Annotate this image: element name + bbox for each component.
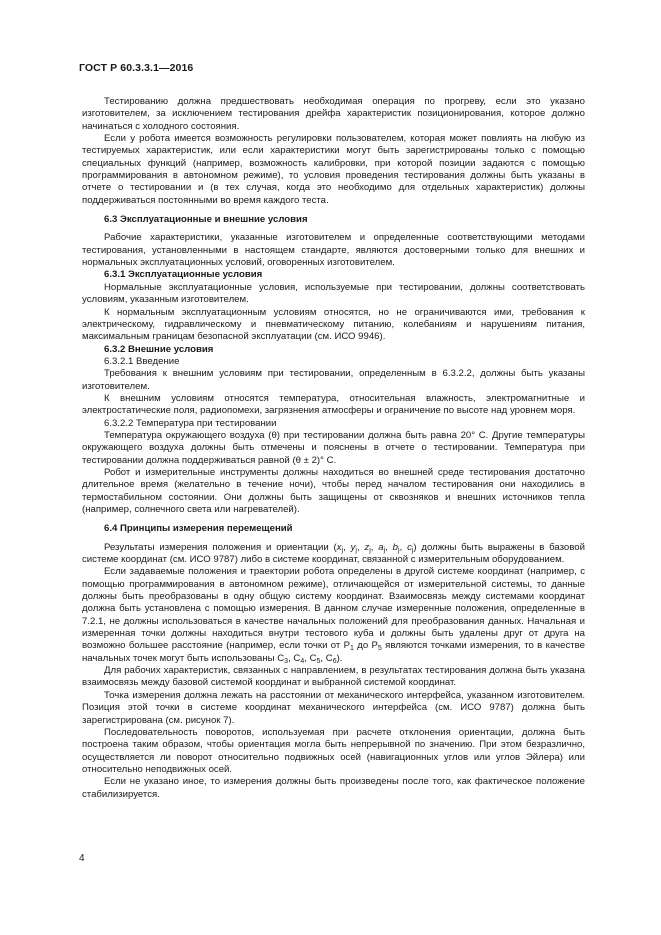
document-body — [82, 96, 585, 801]
paragraph-coordinates: Результаты измерения положения и ориентации ($x_j$, $y_j$, $z_j$, $a_j$, $b_j$, $c_j$) должны быть выражены в базовой системе координат (см. ИСО 9787) либо в системе координат, связанной с измерительным оборудованием. — [82, 541, 585, 566]
paragraph: К внешним условиям относятся температура, относительная влажность, электромагнитные и электростатические поля, радиопомехи, загрязнения атмосферы и ограничение по высоте над уровнем моря. — [82, 392, 585, 417]
paragraph: Последовательность поворотов, используемая при расчете отклонения ориентации, должна быть построена таким образом, чтобы ориентация могла быть непрерывной по значению. При этом безразлично, осуществляется ли поворот относительно подвижных осей (навигационных углов или углов Эйлера) или относительно неподвижных осей. — [82, 726, 585, 775]
paragraph: К нормальным эксплуатационным условиям относятся, но не ограничиваются ими, требования к электрическому, гидравлическому и пневматическому питанию, колебаниям и нарушениям питания, максимальным границам безопасной эксплуатации (см. ИСО 9946). — [82, 306, 585, 343]
paragraph: Требования к внешним условиям при тестировании, определенным в 6.3.2.2, должны быть указаны изготовителем. — [82, 368, 585, 392]
paragraph: Тестированию должна предшествовать необходимая операция по прогреву, если это указано изготовителем, за исключением тестирования дрейфа характеристик позиционирования, которое должно начинаться с холодного состояния. — [82, 96, 585, 132]
paragraph: Робот и измерительные инструменты должны находиться во внешней среде тестирования достаточно длительное время (желательно в течение ночи), чтобы перед началом тестирования они находились в термостабильном состоянии. Они должны быть защищены от сквозняков и внешних источников тепла (например, солнечного света или нагревателей). — [82, 466, 585, 515]
section-heading-6-3-1: 6.3.1 Эксплуатационные условия — [104, 269, 263, 281]
paragraph: Для рабочих характеристик, связанных с направлением, в результатах тестирования должна быть указана взаимосвязь между базовой системой координат и выбранной системой координат. — [82, 665, 585, 689]
paragraph-transform: Если задаваемые положения и траектории робота определены в другой системе координат (например, с помощью программирования в автономном режиме), отличающейся от измерительной системы, то данные должны быть преобразованы в одну общую систему координат. Взаимосвязь между системами координат должна быть установлена с помощью измерения. В данном случае измеренные положения, определенные в 7.2.1, не должны использоваться в качестве начальных положений для преобразования данных. Начальная и измеренная точки должны находиться внутри тестового куба и должны быть удалены друг от друга на возможно большее расстояние (например, если точки от $Р_1$ до $Р_5$ являются точками измерения, то в качестве начальных точек могут быть использованы $С_3$, $С_4$, $С_5$, $С_6$). — [82, 566, 585, 665]
section-heading-6-4: 6.4 Принципы измерения перемещений — [104, 522, 293, 534]
subsection-title: 6.3.2.1 Введение — [104, 355, 180, 367]
paragraph: Температура окружающего воздуха (θ) при тестировании должна быть равна 20° С. Другие температуры окружающего воздуха должны быть отмечены и пояснены в отчете о тестировании. Температура при тестировании должна поддерживаться равной (θ ± 2)° С. — [82, 429, 585, 466]
paragraph: Нормальные эксплуатационные условия, используемые при тестировании, должны соответствовать условиям, указанным изготовителем. — [82, 281, 585, 306]
subsection-title: 6.3.2.2 Температура при тестировании — [104, 417, 277, 429]
paragraph: Рабочие характеристики, указанные изготовителем и определенные соответствующими методами тестирования, установленными в настоящем стандарте, являются достоверными только для внешних и нормальных эксплуатационных условий, оговоренных изготовителем. — [82, 232, 585, 269]
standard-header: ГОСТ Р 60.3.3.1—2016 — [79, 62, 194, 74]
page-number: 4 — [79, 853, 85, 864]
paragraph: Если у робота имеется возможность регулировки пользователем, которая может повлиять на любую из тестируемых характеристик, или если характеристики могут быть зарегистрированы только с помощью специальных функций (например, возможность калибровки, при которой позиции задаются с помощью программирования в автономном режиме), то условия проведения тестирования должны быть указаны в отчете о тестировании и (в тех случая, когда это необходимо для отдельных характеристик) должны поддерживаться постоянными во время каждого теста. — [82, 133, 585, 206]
section-heading-6-3-2: 6.3.2 Внешние условия — [104, 343, 214, 355]
paragraph: Точка измерения должна лежать на расстоянии от механического интерфейса, указанном изготовителем. Позиция этой точки в системе координат механического интерфейса (см. ИСО 9787) должна быть зарегистрирована (см. рисунок 7). — [82, 689, 585, 726]
section-heading-6-3: 6.3 Эксплуатационные и внешние условия — [104, 213, 308, 225]
paragraph: Если не указано иное, то измерения должны быть произведены после того, как фактическое положение стабилизируется. — [82, 776, 585, 800]
